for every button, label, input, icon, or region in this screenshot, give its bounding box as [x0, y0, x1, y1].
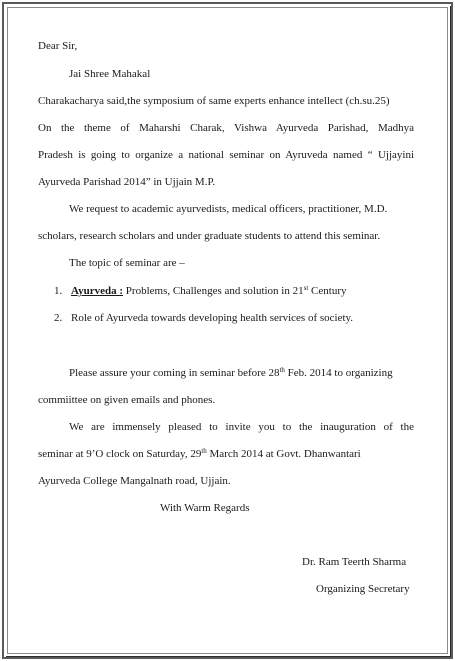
para3-line1 — [69, 366, 393, 380]
topic-1-number: 1. — [54, 285, 63, 297]
para2-line2: scholars, research scholars and under graduate students to attend this seminar. — [38, 230, 381, 242]
para4-sup: th — [201, 447, 207, 455]
para1-line1: Charakacharya said,the symposium of same experts enhance intellect (ch.su.25) — [38, 95, 390, 107]
topic-intro: The topic of seminar are – — [69, 257, 185, 269]
closing: With Warm Regards — [160, 502, 250, 514]
para4-line2-end: March 2014 at Govt. Dhanwantari — [206, 448, 361, 460]
para3-sup: th — [279, 366, 285, 374]
para4-line2-start: seminar at 9’O clock on Saturday, 29 — [38, 448, 202, 460]
topic-1-text: Problems, Challenges and solution in 21 — [123, 285, 304, 297]
greeting: Jai Shree Mahakal — [69, 68, 151, 80]
para2-line1: We request to academic ayurvedists, medical officers, practitioner, M.D. — [69, 203, 388, 215]
topic-2-number: 2. — [54, 312, 63, 324]
para3-line2: commiittee on given emails and phones. — [38, 394, 216, 406]
topic-1-bold: Ayurveda : — [71, 285, 124, 297]
para1-line4: Ayurveda Parishad 2014” in Ujjain M.P. — [38, 176, 216, 188]
signatory-title: Organizing Secretary — [316, 583, 410, 595]
signatory-name: Dr. Ram Teerth Sharma — [302, 556, 407, 568]
para3-line1-end: Feb. 2014 to organizing — [284, 367, 393, 379]
para4-line3: Ayurveda College Mangalnath road, Ujjain. — [38, 475, 231, 487]
salutation: Dear Sir, — [38, 40, 78, 52]
para3-line1-start: Please assure your coming in seminar before 28 — [69, 367, 280, 379]
topic-2: Role of Ayurveda towards developing health services of society. — [71, 312, 354, 324]
para1-line2: On the theme of Maharshi Charak, Vishwa Ayurveda Parishad, Madhya — [38, 122, 414, 134]
topic-1-sup: st — [303, 284, 309, 292]
para4-line1: We are immensely pleased to invite you to the inauguration of the — [69, 421, 414, 433]
topic-1-text-end: Century — [308, 285, 347, 297]
para4-line2 — [38, 447, 361, 461]
para1-line3: Pradesh is going to organize a national seminar on Ayruveda named “ Ujjayini — [38, 149, 414, 161]
topic-1 — [71, 284, 347, 298]
